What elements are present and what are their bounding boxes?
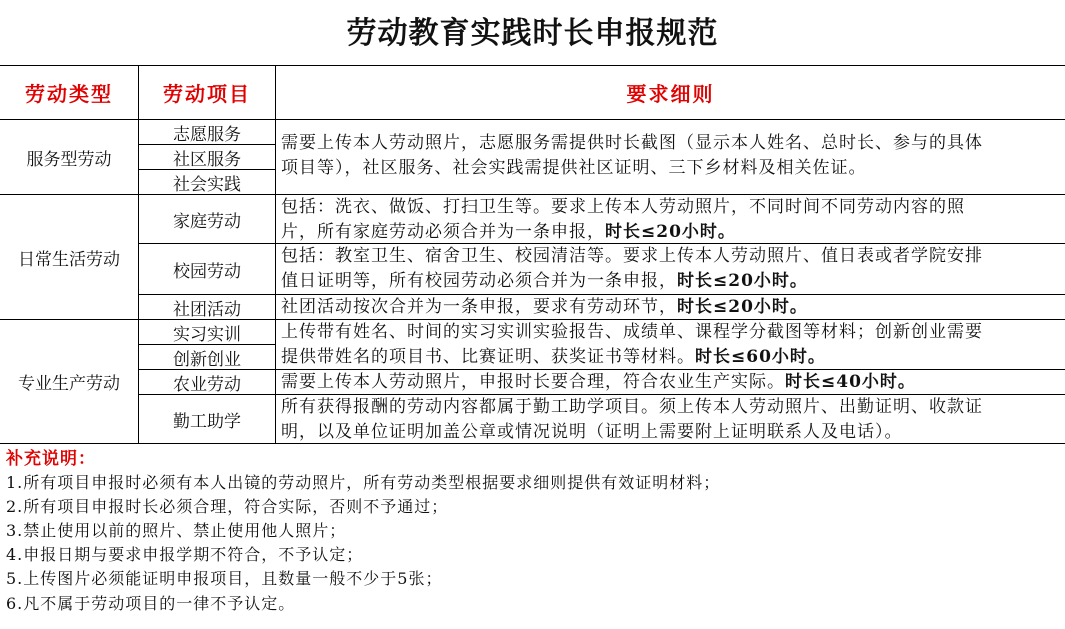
item-volunteer: 志愿服务: [173, 124, 241, 145]
requirement-line: 包括：洗衣、做饭、打扫卫生等。要求上传本人劳动照片，不同时间不同劳动内容的照: [281, 197, 965, 217]
header-type: 劳动类型: [25, 82, 113, 106]
requirement-line: 所有获得报酬的劳动内容都属于勤工助学项目。须上传本人劳动照片、出勤证明、收款证: [281, 397, 983, 417]
type-daily-life: 日常生活劳动: [18, 249, 120, 270]
requirement-text: 值日证明等，所有校园劳动必须合并为一条申报，: [281, 271, 677, 291]
item-social-practice: 社会实践: [173, 174, 241, 195]
page-title: 劳动教育实践时长申报规范: [346, 16, 719, 51]
header-item: 劳动项目: [163, 82, 251, 106]
duration-limit: 时长≤60小时。: [695, 347, 826, 367]
requirement-line: 明，以及单位证明加盖公章或情况说明（证明上需要附上证明联系人及电话）。: [281, 422, 903, 442]
duration-limit: 时长≤20小时。: [677, 271, 808, 291]
requirement-line: 包括：教室卫生、宿舍卫生、校园清洁等。要求上传本人劳动照片、值日表或者学院安排: [281, 246, 983, 266]
duration-limit: 时长≤20小时。: [605, 222, 736, 242]
requirement-agriculture: [281, 370, 1063, 395]
requirement-text: 提供带姓名的项目书、比赛证明、获奖证书等材料。: [281, 347, 695, 367]
requirement-line: [281, 295, 1063, 320]
requirement-service: [281, 131, 1063, 181]
requirement-text: 需要上传本人劳动照片，申报时长要合理，符合农业生产实际。: [281, 372, 785, 392]
duration-limit: 时长≤40小时。: [785, 372, 916, 392]
note-item: 2.所有项目申报时长必须合理，符合实际，否则不予通过；: [6, 497, 449, 516]
item-campus: 校园劳动: [173, 261, 241, 282]
requirement-internship-innovation: [281, 320, 1063, 370]
item-innovation: 创新创业: [173, 349, 241, 370]
requirement-household: [281, 195, 1063, 245]
requirement-club: [281, 295, 1063, 320]
requirement-line: [281, 345, 1063, 370]
item-work-study: 勤工助学: [173, 411, 241, 432]
requirement-text: 片，所有家庭劳动必须合并为一条申报，: [281, 222, 605, 242]
column-divider: [275, 65, 276, 443]
duration-limit: 时长≤20小时。: [677, 297, 808, 317]
item-club: 社团活动: [173, 299, 241, 320]
note-item: 4.申报日期与要求申报学期不符合，不予认定；: [6, 545, 364, 564]
item-community: 社区服务: [173, 149, 241, 170]
requirement-work-study: [281, 395, 1063, 445]
item-household: 家庭劳动: [173, 211, 241, 232]
note-item: 5.上传图片必须能证明申报项目，且数量一般不少于5张；: [6, 569, 443, 588]
requirement-line: 需要上传本人劳动照片，志愿服务需提供时长截图（显示本人姓名、总时长、参与的具体: [281, 133, 983, 153]
requirement-line: 项目等），社区服务、社会实践需提供社区证明、三下乡材料及相关佐证。: [281, 158, 867, 178]
requirement-campus: [281, 244, 1063, 294]
type-professional: 专业生产劳动: [18, 374, 120, 394]
requirement-text: 社团活动按次合并为一条申报，要求有劳动环节，: [281, 297, 677, 317]
requirement-line: [281, 370, 1063, 395]
type-service: 服务型劳动: [26, 149, 112, 170]
requirement-line: [281, 220, 1063, 245]
header-requirement: 要求细则: [626, 82, 715, 106]
item-agriculture: 农业劳动: [173, 374, 241, 395]
note-item: 1.所有项目申报时必须有本人出镜的劳动照片，所有劳动类型根据要求细则提供有效证明材料；: [6, 473, 721, 492]
note-item: 6.凡不属于劳动项目的一律不予认定。: [6, 594, 296, 613]
requirement-line: 上传带有姓名、时间的实习实训实验报告、成绩单、课程学分截图等材料；创新创业需要: [281, 322, 983, 342]
requirement-line: [281, 269, 1063, 294]
item-internship: 实习实训: [173, 324, 241, 345]
notes-title: 补充说明：: [6, 449, 96, 469]
note-item: 3.禁止使用以前的照片、禁止使用他人照片；: [6, 521, 347, 540]
